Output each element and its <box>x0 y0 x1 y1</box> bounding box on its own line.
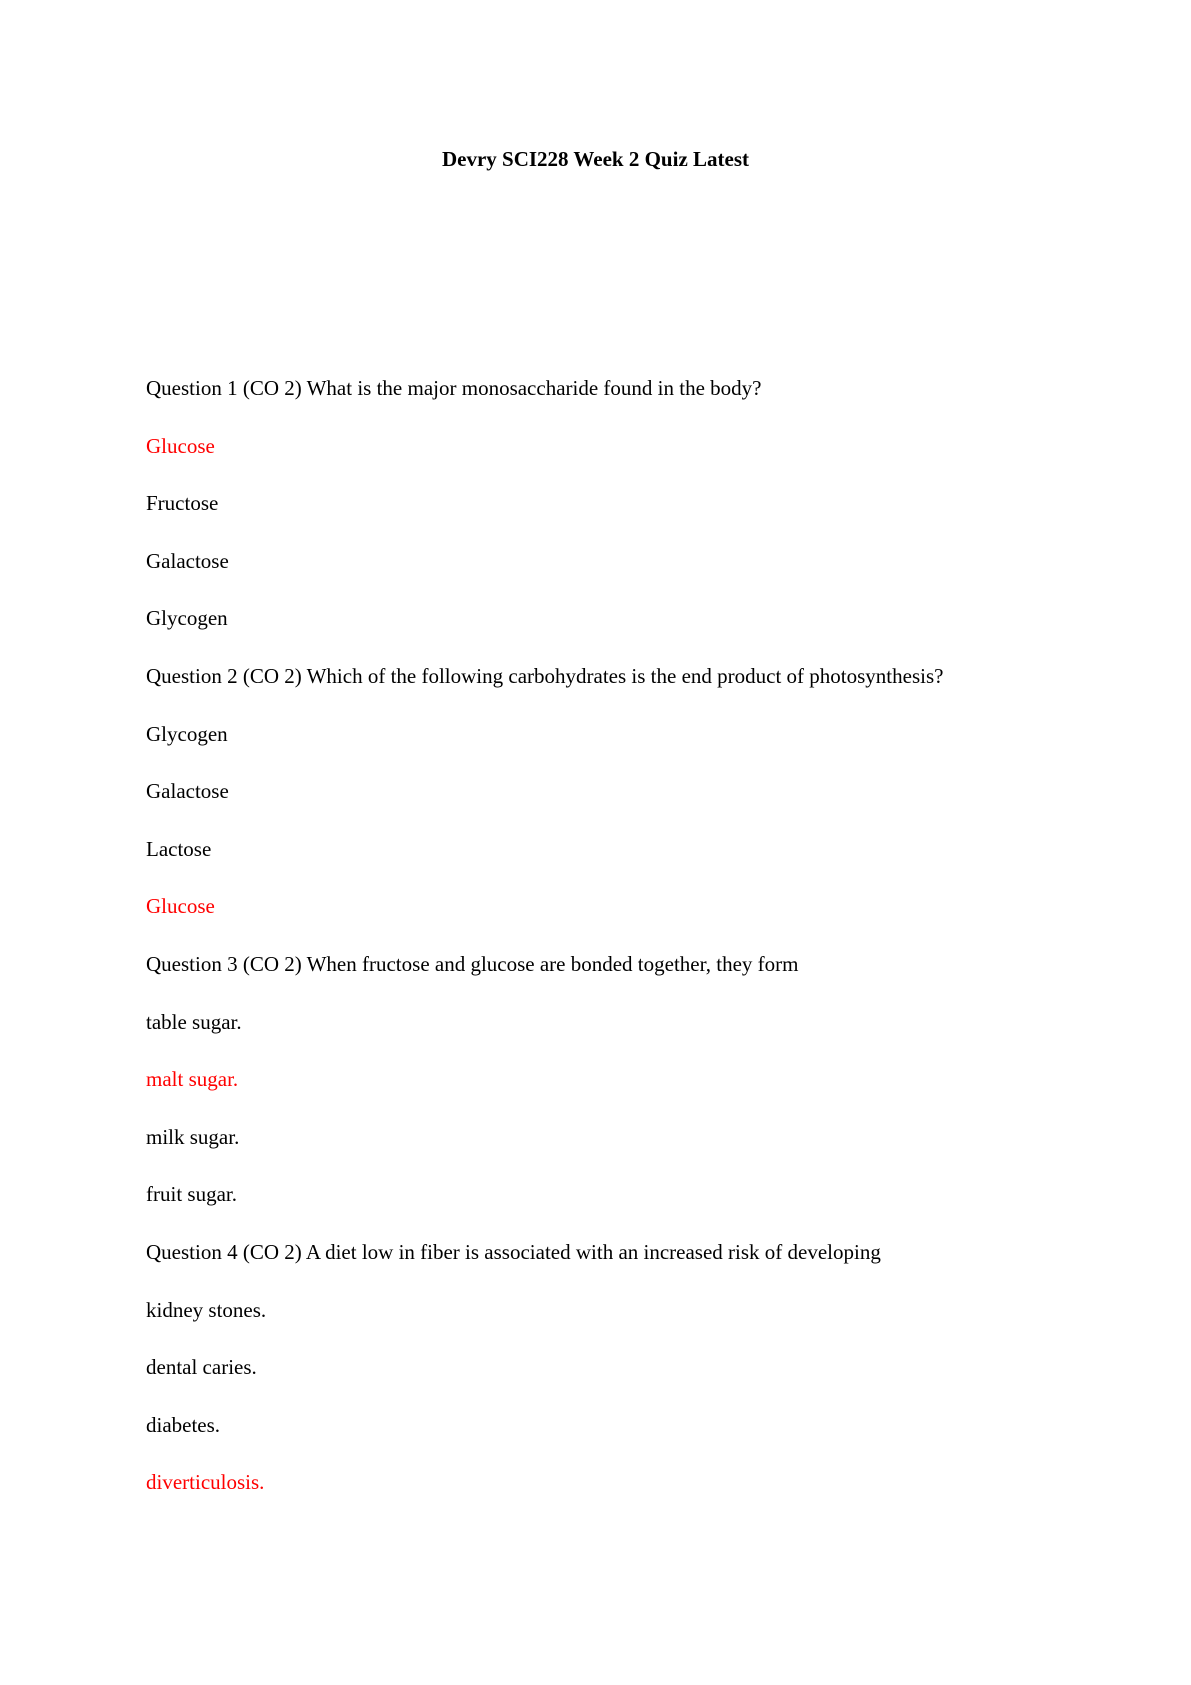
answer-option: table sugar. <box>146 1009 242 1034</box>
answer-option: Glycogen <box>146 721 228 746</box>
quiz-body <box>146 373 1106 1525</box>
answer-option: diverticulosis. <box>146 1470 265 1495</box>
answer-option: Lactose <box>146 836 212 861</box>
answer-option: kidney stones. <box>146 1297 267 1322</box>
question-prompt: Question 1 (CO 2) What is the major monosaccharide found in the body? <box>146 376 762 400</box>
answer-option: Galactose <box>146 779 229 804</box>
answer-option: fruit sugar. <box>146 1182 237 1207</box>
question-prompt: Question 4 (CO 2) A diet low in fiber is associated with an increased risk of developing <box>146 1239 881 1264</box>
answer-option: Glycogen <box>146 606 228 631</box>
answer-option: Glucose <box>146 894 215 919</box>
answer-option: Fructose <box>146 491 219 516</box>
question-prompt: Question 2 (CO 2) Which of the following carbohydrates is the end product of photosynthesis? <box>146 663 944 688</box>
answer-option: dental caries. <box>146 1355 257 1380</box>
document-title: Devry SCI228 Week 2 Quiz Latest <box>441 147 749 171</box>
answer-option: Glucose <box>146 433 215 458</box>
question-prompt: Question 3 (CO 2) When fructose and glucose are bonded together, they form <box>146 951 799 976</box>
answer-option: diabetes. <box>146 1412 221 1437</box>
answer-option: Galactose <box>146 548 229 573</box>
answer-option: milk sugar. <box>146 1124 240 1149</box>
answer-option: malt sugar. <box>146 1067 239 1092</box>
